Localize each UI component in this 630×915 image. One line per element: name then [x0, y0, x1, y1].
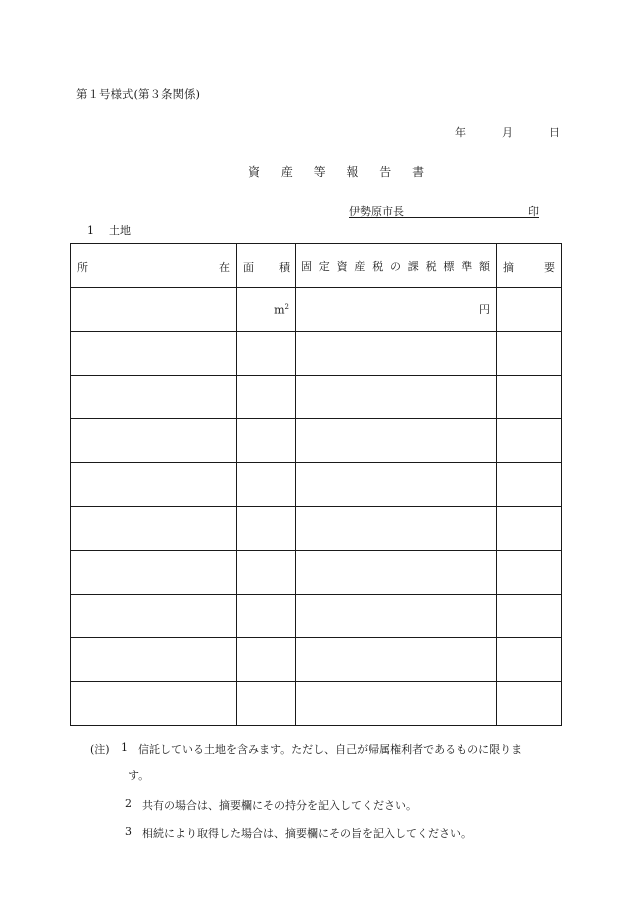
location-cell[interactable]	[71, 419, 237, 463]
area-cell[interactable]	[237, 419, 296, 463]
remarks-cell[interactable]	[497, 288, 562, 332]
area-cell[interactable]	[237, 594, 296, 638]
date-month-label: 月	[502, 126, 513, 139]
header-location	[71, 244, 237, 288]
area-cell[interactable]	[237, 506, 296, 550]
note-2-text: 共有の場合は、摘要欄にその持分を記入してください。	[142, 799, 417, 812]
area-cell[interactable]	[237, 638, 296, 682]
seal-mark: 印	[528, 205, 539, 218]
header-area	[237, 244, 296, 288]
table-row	[71, 331, 562, 375]
value-cell[interactable]	[296, 550, 497, 594]
area-cell[interactable]	[237, 682, 296, 726]
note-1-text: 信託している土地を含みます。ただし、自己が帰属権利者であるものに限りま	[138, 743, 523, 756]
table-header-row	[71, 244, 562, 288]
note-1-continuation: す。	[128, 769, 150, 782]
remarks-cell[interactable]	[497, 594, 562, 638]
location-cell[interactable]	[71, 375, 237, 419]
remarks-cell[interactable]	[497, 638, 562, 682]
mayor-signature-line	[349, 203, 539, 218]
section-number: 1	[87, 224, 94, 237]
land-table	[70, 243, 562, 726]
value-cell[interactable]	[296, 375, 497, 419]
location-cell[interactable]	[71, 288, 237, 332]
table-row	[71, 506, 562, 550]
note-2-number: 2	[125, 797, 132, 810]
remarks-cell[interactable]	[497, 463, 562, 507]
header-area-char-2: 積	[279, 261, 290, 274]
value-cell[interactable]	[296, 506, 497, 550]
remarks-cell[interactable]	[497, 375, 562, 419]
remarks-cell[interactable]	[497, 331, 562, 375]
date-day-label: 日	[549, 126, 560, 139]
area-unit-exponent: 2	[284, 302, 289, 311]
date-year-label: 年	[455, 126, 466, 139]
location-cell[interactable]	[71, 638, 237, 682]
location-cell[interactable]	[71, 594, 237, 638]
value-cell[interactable]	[296, 419, 497, 463]
header-remarks	[497, 244, 562, 288]
value-cell[interactable]	[296, 594, 497, 638]
header-location-char-2: 在	[219, 261, 230, 274]
remarks-cell[interactable]	[497, 506, 562, 550]
location-cell[interactable]	[71, 682, 237, 726]
location-cell[interactable]	[71, 506, 237, 550]
area-unit: m	[274, 303, 285, 317]
notes-label: (注)	[90, 743, 110, 756]
remarks-cell[interactable]	[497, 550, 562, 594]
note-3-text: 相続により取得した場合は、摘要欄にその旨を記入してください。	[142, 827, 472, 840]
value-cell[interactable]	[296, 638, 497, 682]
header-location-char-1: 所	[77, 261, 88, 274]
table-row	[71, 463, 562, 507]
form-number: 第１号様式(第３条関係)	[76, 87, 200, 101]
table-row	[71, 638, 562, 682]
value-cell[interactable]	[296, 288, 497, 332]
table-row	[71, 594, 562, 638]
header-assessed-value: 固定資産税の課税標準額	[296, 244, 497, 288]
area-cell[interactable]	[237, 463, 296, 507]
document-title: 資 産 等 報 告 書	[248, 165, 433, 179]
area-cell[interactable]	[237, 550, 296, 594]
remarks-cell[interactable]	[497, 419, 562, 463]
remarks-cell[interactable]	[497, 682, 562, 726]
area-cell[interactable]	[237, 331, 296, 375]
note-1-number: 1	[121, 741, 128, 754]
table-row	[71, 682, 562, 726]
location-cell[interactable]	[71, 550, 237, 594]
area-cell[interactable]	[237, 375, 296, 419]
value-cell[interactable]	[296, 463, 497, 507]
header-remarks-char-1: 摘	[503, 261, 514, 274]
mayor-name: 伊勢原市長	[349, 205, 404, 218]
table-row	[71, 550, 562, 594]
location-cell[interactable]	[71, 331, 237, 375]
note-3-number: 3	[125, 825, 132, 838]
header-area-char-1: 面	[243, 261, 254, 274]
area-cell[interactable]	[237, 288, 296, 332]
table-row	[71, 288, 562, 332]
value-cell[interactable]	[296, 331, 497, 375]
section-label: 土地	[109, 224, 131, 237]
date-line	[455, 124, 560, 140]
section-heading	[87, 222, 131, 238]
header-remarks-char-2: 要	[544, 261, 555, 274]
value-cell[interactable]	[296, 682, 497, 726]
value-unit: 円	[479, 303, 490, 317]
table-row	[71, 375, 562, 419]
location-cell[interactable]	[71, 463, 237, 507]
table-row	[71, 419, 562, 463]
